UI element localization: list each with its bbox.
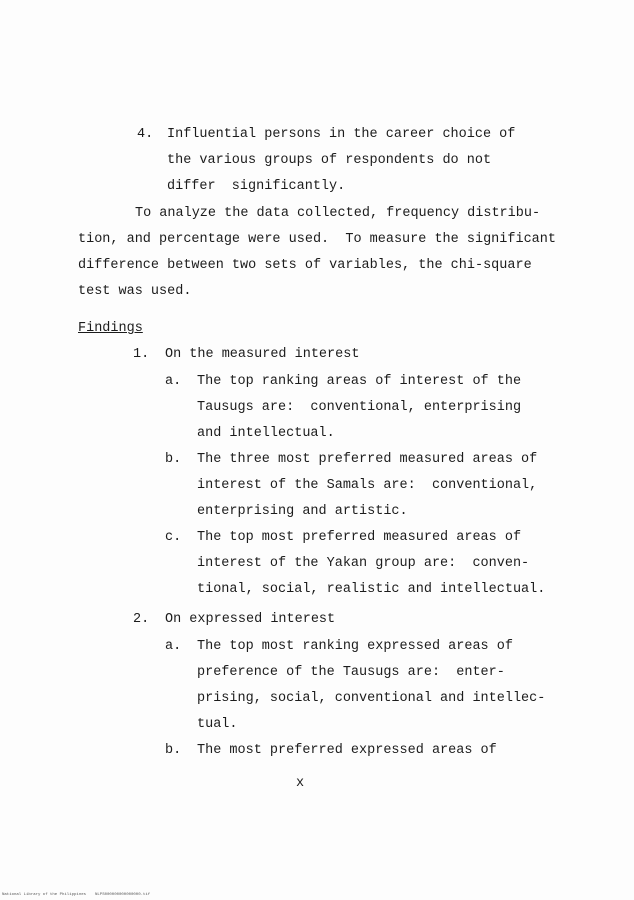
- finding-1b-line-1: The three most preferred measured areas of: [197, 452, 538, 467]
- finding-2b-letter: b.: [165, 743, 182, 758]
- page-number: x: [296, 776, 305, 791]
- library-footer-left: National Library of the Philippines: [2, 893, 87, 897]
- paragraph-line-4: test was used.: [78, 284, 192, 299]
- finding-1-number: 1.: [133, 347, 150, 362]
- paragraph-line-2: tion, and percentage were used. To measure the significant: [78, 232, 556, 247]
- library-footer-right: NLPS000000000000000.tif: [95, 893, 151, 897]
- item-4-line-2: the various groups of respondents do not: [167, 153, 492, 168]
- item-4-line-1: Influential persons in the career choice of: [167, 127, 516, 142]
- finding-1a-line-2: Tausugs are: conventional, enterprising: [197, 400, 522, 415]
- finding-2a-line-2: preference of the Tausugs are: enter-: [197, 665, 505, 680]
- finding-1c-line-3: tional, social, realistic and intellectual.: [197, 582, 546, 597]
- finding-2a-line-1: The top most ranking expressed areas of: [197, 639, 513, 654]
- findings-heading: Findings: [78, 321, 143, 336]
- finding-2-number: 2.: [133, 612, 150, 627]
- item-4-number: 4.: [137, 127, 154, 142]
- finding-1c-letter: c.: [165, 530, 182, 545]
- finding-2-title: On expressed interest: [165, 612, 336, 627]
- finding-2a-line-3: prising, social, conventional and intellec-: [197, 691, 546, 706]
- finding-2a-line-4: tual.: [197, 717, 238, 732]
- paragraph-line-1: To analyze the data collected, frequency distribu-: [135, 206, 541, 221]
- finding-1a-letter: a.: [165, 374, 182, 389]
- finding-1-title: On the measured interest: [165, 347, 360, 362]
- finding-1a-line-3: and intellectual.: [197, 426, 335, 441]
- item-4-line-3: differ significantly.: [167, 179, 346, 194]
- paragraph-line-3: difference between two sets of variables, the chi-square: [78, 258, 532, 273]
- finding-1c-line-2: interest of the Yakan group are: conven-: [197, 556, 530, 571]
- finding-2b-line-1: The most preferred expressed areas of: [197, 743, 497, 758]
- finding-2a-letter: a.: [165, 639, 182, 654]
- finding-1b-letter: b.: [165, 452, 182, 467]
- finding-1c-line-1: The top most preferred measured areas of: [197, 530, 522, 545]
- finding-1b-line-2: interest of the Samals are: conventional,: [197, 478, 538, 493]
- finding-1a-line-1: The top ranking areas of interest of the: [197, 374, 522, 389]
- finding-1b-line-3: enterprising and artistic.: [197, 504, 408, 519]
